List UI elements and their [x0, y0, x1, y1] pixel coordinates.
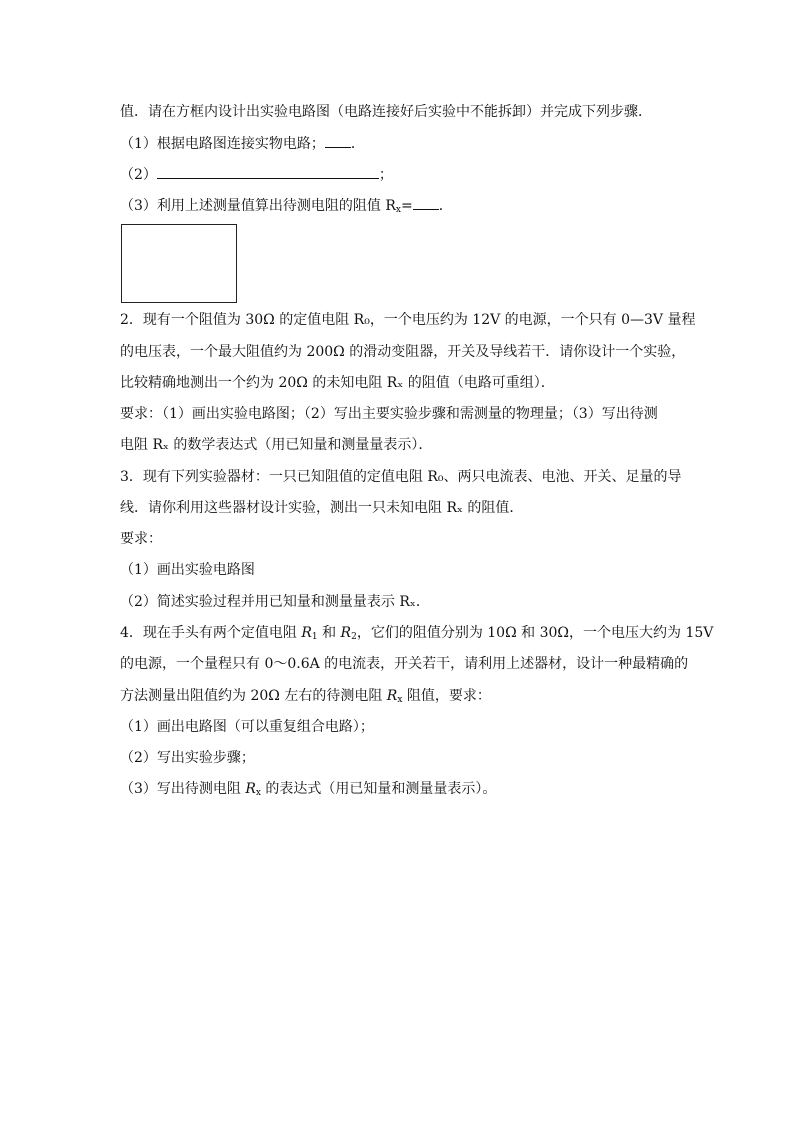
step-2-line: （2） ；	[120, 164, 393, 184]
question-4-line-2: 的电源，一个量程只有 0～0.6A 的电流表，开关若干，请利用上述器材，设计一种最精确的	[120, 656, 689, 672]
step-3-line: （3）利用上述测量值算出待测电阻的阻值 $R_x=$ ．	[120, 195, 453, 215]
question-2-requirements: 要求：（1）画出实验电路图；（2）写出主要实验步骤和需测量的物理量；（3）写出待测	[120, 406, 658, 422]
question-2-line-3: 比较精确地测出一个约为 20Ω 的未知电阻 Rₓ 的阻值（电路可重组）．	[120, 375, 555, 391]
question-3-requirements-label: 要求：	[120, 531, 162, 547]
text-line-1: 值．请在方框内设计出实验电路图（电路连接好后实验中不能拆卸）并完成下列步骤．	[120, 104, 652, 120]
question-4-item-3: （3）写出待测电阻 $R_x$ 的表达式（用已知量和测量量表示）。	[120, 781, 497, 798]
question-3-item-2: （2）简述实验过程并用已知量和测量量表示 Rₓ．	[120, 594, 430, 610]
question-4-line-1: 4．现在手头有两个定值电阻 $R_1$ 和 $R_2$，它们的阻值分别为 10Ω 和 30Ω，一个电压大约为 15V	[120, 625, 714, 642]
answer-blank-2	[157, 164, 379, 179]
question-3-line-2: 线．请你利用这些器材设计实验，测出一只未知电阻 Rₓ 的阻值．	[120, 500, 524, 516]
question-3-line-1: 3．现有下列实验器材：一只已知阻值的定值电阻 R₀、两只电流表、电池、开关、足量的导	[120, 469, 682, 485]
answer-blank-1	[325, 133, 351, 148]
question-2-line-2: 的电压表，一个最大阻值约为 200Ω 的滑动变阻器，开关及导线若干．请你设计一个实验，	[120, 344, 686, 360]
answer-blank-3	[413, 195, 439, 210]
question-3-item-1: （1）画出实验电路图	[120, 562, 255, 578]
question-4-item-2: （2）写出实验步骤；	[120, 750, 255, 766]
question-2-line-1: 2．现有一个阻值为 30Ω 的定值电阻 R₀，一个电压约为 12V 的电源，一个只有 0—3V 量程	[120, 312, 696, 328]
question-2-line-5: 电阻 Rₓ 的数学表达式（用已知量和测量量表示）．	[120, 437, 433, 453]
circuit-diagram-box	[121, 224, 237, 303]
step-1-line: （1）根据电路图连接实物电路； ．	[120, 133, 365, 153]
question-4-line-3: 方法测量出阻值约为 20Ω 左右的待测电阻 $R_x$ 阻值，要求：	[120, 688, 491, 705]
question-4-item-1: （1）画出电路图（可以重复组合电路）；	[120, 719, 374, 735]
